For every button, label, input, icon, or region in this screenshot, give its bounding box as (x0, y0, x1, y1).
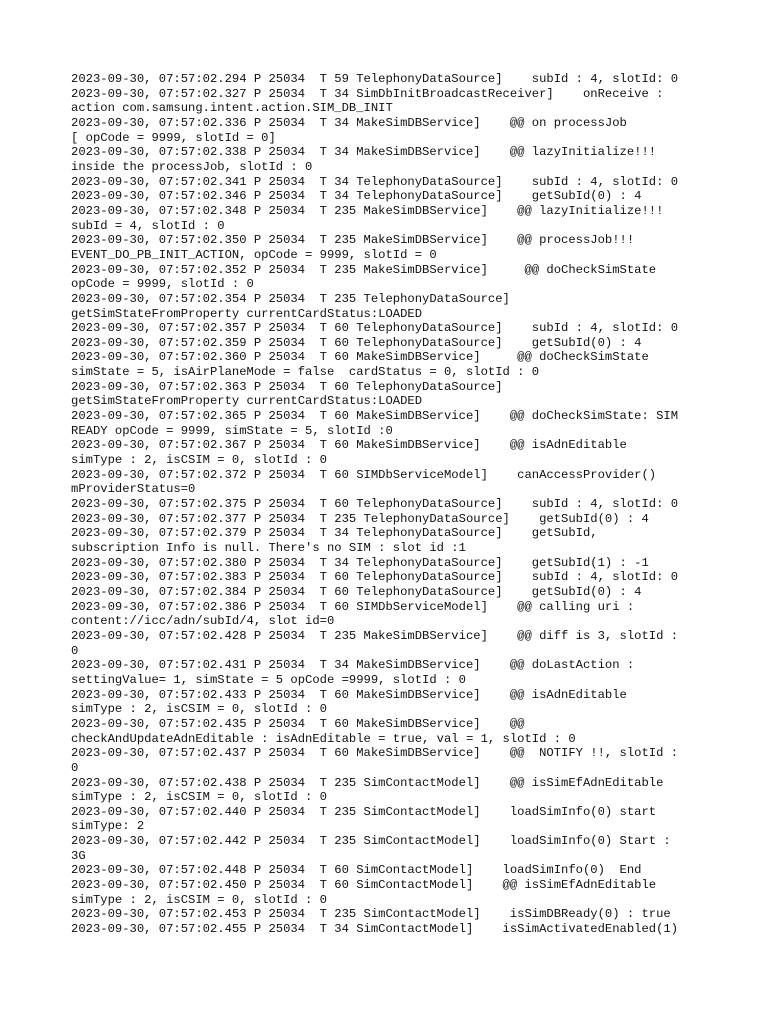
log-line: 2023-09-30, 07:57:02.367 P 25034 T 60 MakeSimDBService] @@ isAdnEditable (71, 438, 627, 453)
log-line: opCode = 9999, slotId : 0 (71, 277, 254, 292)
log-line: 2023-09-30, 07:57:02.377 P 25034 T 235 TelephonyDataSource] getSubId(0) : 4 (71, 511, 649, 526)
log-line: 2023-09-30, 07:57:02.360 P 25034 T 60 MakeSimDBService] @@ doCheckSimState (71, 350, 649, 365)
log-line: 2023-09-30, 07:57:02.428 P 25034 T 235 MakeSimDBService] @@ diff is 3, slotId : (71, 628, 679, 643)
log-line: 2023-09-30, 07:57:02.383 P 25034 T 60 TelephonyDataSource] subId : 4, slotId: 0 (71, 570, 679, 585)
log-line: inside the processJob, slotId : 0 (71, 159, 313, 174)
log-line: simType : 2, isCSIM = 0, slotId : 0 (71, 790, 327, 805)
log-line: 2023-09-30, 07:57:02.435 P 25034 T 60 MakeSimDBService] @@ (71, 716, 525, 731)
log-line: simType : 2, isCSIM = 0, slotId : 0 (71, 453, 327, 468)
log-line: settingValue= 1, simState = 5 opCode =9999, slotId : 0 (71, 672, 466, 687)
log-line: getSimStateFromProperty currentCardStatus:LOADED (71, 306, 423, 321)
log-line: 2023-09-30, 07:57:02.341 P 25034 T 34 TelephonyDataSource] subId : 4, slotId: 0 (71, 174, 679, 189)
log-line: 2023-09-30, 07:57:02.450 P 25034 T 60 SimContactModel] @@ isSimEfAdnEditable (71, 878, 657, 893)
log-line: 2023-09-30, 07:57:02.431 P 25034 T 34 MakeSimDBService] @@ doLastAction : (71, 658, 635, 673)
log-line: 3G (71, 848, 86, 863)
log-line: simType : 2, isCSIM = 0, slotId : 0 (71, 702, 327, 717)
log-line: content://icc/adn/subId/4, slot id=0 (71, 614, 335, 629)
log-line: 2023-09-30, 07:57:02.372 P 25034 T 60 SIMDbServiceModel] canAccessProvider() (71, 467, 657, 482)
log-line: [ opCode = 9999, slotId = 0] (71, 130, 276, 145)
log-line: 2023-09-30, 07:57:02.448 P 25034 T 60 SimContactModel] loadSimInfo(0) End (71, 863, 642, 878)
log-line: subId = 4, slotId : 0 (71, 218, 225, 233)
log-line: 2023-09-30, 07:57:02.433 P 25034 T 60 MakeSimDBService] @@ isAdnEditable (71, 687, 627, 702)
log-line: 2023-09-30, 07:57:02.380 P 25034 T 34 TelephonyDataSource] getSubId(1) : -1 (71, 555, 649, 570)
log-line: 2023-09-30, 07:57:02.365 P 25034 T 60 MakeSimDBService] @@ doCheckSimState: SIM (71, 409, 679, 424)
log-line: 2023-09-30, 07:57:02.336 P 25034 T 34 MakeSimDBService] @@ on processJob (71, 115, 627, 130)
log-line: 2023-09-30, 07:57:02.455 P 25034 T 34 SimContactModel] isSimActivatedEnabled(1) (71, 922, 679, 937)
log-line: subscription Info is null. There's no SIM : slot id :1 (71, 541, 466, 555)
log-line: simType: 2 (71, 819, 145, 834)
log-line: 2023-09-30, 07:57:02.363 P 25034 T 60 TelephonyDataSource] (71, 379, 503, 394)
log-line: 2023-09-30, 07:57:02.350 P 25034 T 235 MakeSimDBService] @@ processJob!!! (71, 233, 635, 248)
log-line: 2023-09-30, 07:57:02.379 P 25034 T 34 TelephonyDataSource] getSubId, (71, 526, 598, 541)
log-line: 2023-09-30, 07:57:02.375 P 25034 T 60 TelephonyDataSource] subId : 4, slotId: 0 (71, 497, 679, 512)
log-line: action com.samsung.intent.action.SIM_DB_INIT (71, 101, 393, 116)
log-line: checkAndUpdateAdnEditable : isAdnEditable = true, val = 1, slotId : 0 (71, 731, 576, 746)
log-line: 2023-09-30, 07:57:02.327 P 25034 T 34 SimDbInitBroadcastReceiver] onReceive : (71, 86, 664, 101)
log-line: simType : 2, isCSIM = 0, slotId : 0 (71, 892, 327, 907)
log-document (71, 72, 711, 937)
log-line: 2023-09-30, 07:57:02.357 P 25034 T 60 TelephonyDataSource] subId : 4, slotId: 0 (71, 321, 679, 336)
log-line: mProviderStatus=0 (71, 482, 196, 497)
log-line: 2023-09-30, 07:57:02.352 P 25034 T 235 MakeSimDBService] @@ doCheckSimState (71, 262, 657, 277)
log-line: 2023-09-30, 07:57:02.359 P 25034 T 60 TelephonyDataSource] getSubId(0) : 4 (71, 335, 642, 350)
log-line: 2023-09-30, 07:57:02.440 P 25034 T 235 SimContactModel] loadSimInfo(0) start (71, 804, 657, 819)
log-line: simState = 5, isAirPlaneMode = false cardStatus = 0, slotId : 0 (71, 365, 540, 380)
log-line: 2023-09-30, 07:57:02.386 P 25034 T 60 SIMDbServiceModel] @@ calling uri : (71, 599, 635, 614)
log-line: 2023-09-30, 07:57:02.294 P 25034 T 59 TelephonyDataSource] subId : 4, slotId: 0 (71, 72, 679, 86)
log-line: READY opCode = 9999, simState = 5, slotId :0 (71, 423, 393, 438)
log-line: 2023-09-30, 07:57:02.442 P 25034 T 235 SimContactModel] loadSimInfo(0) Start : (71, 834, 671, 849)
log-line: getSimStateFromProperty currentCardStatus:LOADED (71, 394, 423, 409)
log-line: 2023-09-30, 07:57:02.453 P 25034 T 235 SimContactModel] isSimDBReady(0) : true (71, 907, 671, 922)
log-line: 0 (71, 760, 79, 775)
log-line: 2023-09-30, 07:57:02.354 P 25034 T 235 TelephonyDataSource] (71, 291, 510, 306)
log-line: 2023-09-30, 07:57:02.438 P 25034 T 235 SimContactModel] @@ isSimEfAdnEditable (71, 775, 664, 790)
log-line: 2023-09-30, 07:57:02.338 P 25034 T 34 MakeSimDBService] @@ lazyInitialize!!! (71, 145, 657, 160)
log-line: 2023-09-30, 07:57:02.437 P 25034 T 60 MakeSimDBService] @@ NOTIFY !!, slotId : (71, 746, 679, 761)
log-line: EVENT_DO_PB_INIT_ACTION, opCode = 9999, slotId = 0 (71, 247, 437, 262)
log-line: 2023-09-30, 07:57:02.384 P 25034 T 60 TelephonyDataSource] getSubId(0) : 4 (71, 584, 642, 599)
log-line: 0 (71, 643, 79, 658)
log-line: 2023-09-30, 07:57:02.348 P 25034 T 235 MakeSimDBService] @@ lazyInitialize!!! (71, 203, 664, 218)
log-line: 2023-09-30, 07:57:02.346 P 25034 T 34 TelephonyDataSource] getSubId(0) : 4 (71, 189, 642, 204)
